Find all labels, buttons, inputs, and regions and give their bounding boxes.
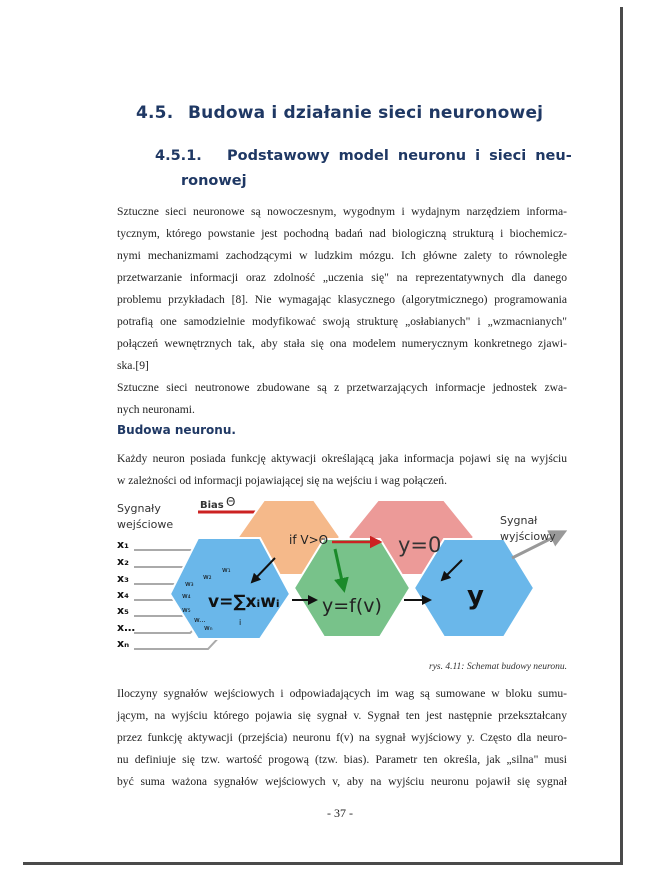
weight-w-dots: w... bbox=[194, 616, 206, 624]
output-y-text: y bbox=[467, 581, 484, 611]
input-x1: x₁ bbox=[117, 538, 129, 551]
input-xn: xₙ bbox=[117, 637, 130, 650]
text-line: przetwarzanie informacji oraz zdolność „uczenia się" na reprezentatywnych dla danego bbox=[117, 271, 567, 284]
text-line: jącym, na wyjściu którego pojawia się sygnał v. Sygnał ten jest następnie przekształcany bbox=[117, 709, 567, 722]
subsection-number: 4.5.1. bbox=[155, 148, 202, 164]
input-x-dots: x… bbox=[117, 621, 136, 634]
text-line: problemu przykładach [8]. Nie wymagając klasycznego (algorytmicznego) programowania bbox=[117, 293, 567, 306]
zero-output-text: y=0 bbox=[398, 533, 442, 557]
section-number: 4.5. bbox=[136, 103, 174, 123]
inputs-label-line2: wejściowe bbox=[117, 518, 174, 531]
text-line: Każdy neuron posiada funkcję aktywacji określającą jaka informacja pojawi się na wyjściu bbox=[117, 452, 567, 465]
sum-index: i bbox=[239, 618, 242, 627]
neuron-diagram bbox=[112, 492, 577, 657]
input-x3: x₃ bbox=[117, 572, 129, 585]
input-x4: x₄ bbox=[117, 588, 129, 601]
weight-w5: w₅ bbox=[182, 606, 191, 614]
section-title: Budowa i działanie sieci neuronowej bbox=[188, 103, 544, 123]
text-line: być suma ważona sygnałów wejściowych v, aby na wyjściu neuronu pojawił się sygnał bbox=[117, 775, 567, 788]
bias-label: Bias bbox=[200, 500, 224, 511]
weight-w4: w₄ bbox=[182, 592, 191, 600]
text-line: w zależności od informacji pojawiającej się na wejściu i wag połączeń. bbox=[117, 474, 447, 487]
weight-w3: w₃ bbox=[185, 580, 194, 588]
page-number: - 37 - bbox=[327, 806, 353, 820]
output-label-line2: wyjściowy bbox=[500, 530, 556, 543]
neuron-structure-heading: Budowa neuronu. bbox=[117, 423, 236, 437]
text-line: tycznym, którego powstanie jest pochodną badań nad biologiczną strukturą i biochemicz- bbox=[117, 227, 567, 240]
inputs-label-line1: Sygnały bbox=[117, 502, 161, 515]
text-line: Iloczyny sygnałów wejściowych i odpowiadających im wag są sumowane w bloku sumu- bbox=[117, 687, 567, 700]
threshold-text: if V>Θ bbox=[289, 533, 329, 547]
bias-theta: Θ bbox=[226, 495, 236, 509]
text-line: Sztuczne sieci neuronowe są nowoczesnym, wygodnym i wydajnym narzędziem informa- bbox=[117, 205, 567, 218]
text-line: ska.[9] bbox=[117, 359, 149, 372]
section-heading bbox=[136, 103, 543, 123]
subsection-heading bbox=[155, 148, 572, 164]
text-line: połączeń wewnętrznych tak, aby stała się ona modelem numerycznym konkretnego zjawi- bbox=[117, 337, 567, 350]
text-line: Sztuczne sieci neutronowe zbudowane są z przetwarzających informacje jednostek zwa- bbox=[117, 381, 567, 394]
weight-w1: w₁ bbox=[222, 566, 231, 574]
input-x5: x₅ bbox=[117, 604, 129, 617]
text-line: przez funkcję aktywacji (przejścia) neuronu f(v) na sygnał wyjściowy y. Często dla neuro- bbox=[117, 731, 567, 744]
output-label-line1: Sygnał bbox=[500, 514, 538, 527]
subsection-title-line1: Podstawowy model neuronu i sieci neu- bbox=[227, 148, 572, 164]
input-x2: x₂ bbox=[117, 555, 129, 568]
text-line: nych neuronami. bbox=[117, 403, 195, 416]
figure-caption: rys. 4.11: Schemat budowy neuronu. bbox=[429, 662, 567, 672]
sum-formula: v=∑xᵢwᵢ bbox=[208, 592, 280, 612]
weight-wn: wₙ bbox=[204, 624, 213, 632]
subsection-title-line2: ronowej bbox=[181, 173, 247, 189]
text-line: nu definiuje się tzw. wartość progową (tzw. bias). Parametr ten określa, jak „silna" musi bbox=[117, 753, 567, 766]
text-line: nymi mechanizmami zachodzącymi w ludzkim mózgu. Ich główne zalety to równoległe bbox=[117, 249, 567, 262]
text-line: potrafią one samodzielnie modyfikować swoją strukturę „osłabianych" i „wzmacnianych" bbox=[117, 315, 567, 328]
weight-w2: w₂ bbox=[203, 573, 212, 581]
activation-text: y=f(v) bbox=[322, 595, 382, 617]
